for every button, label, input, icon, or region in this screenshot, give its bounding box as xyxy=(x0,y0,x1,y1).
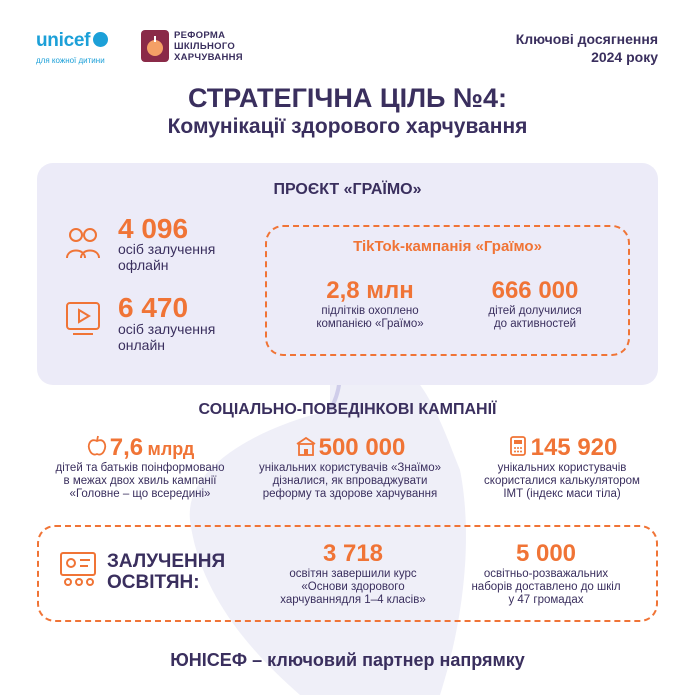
educators-kits-number: 5 000 xyxy=(515,540,577,567)
reforma-line-2: ШКІЛЬНОГО xyxy=(174,41,236,52)
tiktok-reach xyxy=(295,277,445,331)
teacher-board-icon xyxy=(58,550,100,592)
offline-number: 4 096 xyxy=(118,213,189,244)
online-number: 6 470 xyxy=(118,292,189,323)
campaign-1-unit: млрд xyxy=(147,439,195,459)
campaign-1-label-3: «Головне – що всередині» xyxy=(69,488,211,500)
achievements-line-1: Ключові досягнення xyxy=(515,31,658,47)
educators-kits xyxy=(456,540,636,607)
campaign-2-label-3: реформу та здорове харчування xyxy=(262,488,438,500)
campaign-2-number: 500 000 xyxy=(318,434,406,461)
campaign-1-label-2: в межах двох хвиль кампанії xyxy=(63,475,217,487)
tiktok-title: TikTok-кампанія «Граїмо» xyxy=(353,238,542,255)
campaign-1-number: 7,6 xyxy=(109,434,144,461)
online-label-1: осіб залучення xyxy=(118,321,216,337)
reforma-line-3: ХАРЧУВАННЯ xyxy=(174,52,243,63)
school-icon xyxy=(295,435,317,457)
tiktok-joined-number: 666 000 xyxy=(491,277,579,304)
tiktok-joined-label-2: до активностей xyxy=(493,318,577,330)
offline-label-1: осіб залучення xyxy=(118,241,216,257)
campaign-3-label-2: скористалися калькулятором xyxy=(484,475,640,487)
campaign-3-number: 145 920 xyxy=(530,434,618,461)
reforma-logo-text xyxy=(174,30,243,63)
educators-course-number: 3 718 xyxy=(322,540,384,567)
campaign-2-label-2: дізналися, як впроваджувати xyxy=(272,475,428,487)
page-title: СТРАТЕГІЧНА ЦІЛЬ №4: xyxy=(187,83,508,113)
online-label-2: онлайн xyxy=(118,337,166,353)
tiktok-reach-label-1: підлітків охоплено xyxy=(321,305,419,317)
achievements-label xyxy=(516,30,658,66)
educators-course-label-3: харчуваннядля 1–4 класів» xyxy=(280,594,426,606)
calculator-icon xyxy=(507,435,529,457)
people-icon xyxy=(63,222,103,262)
educators-kits-label-2: наборів доставлено до шкіл xyxy=(471,581,621,593)
campaign-3 xyxy=(462,434,662,501)
achievements-line-2: 2024 року xyxy=(591,49,658,65)
footer-partner: ЮНІСЕФ – ключовий партнер напрямку xyxy=(170,650,525,670)
campaign-2 xyxy=(245,434,455,501)
tiktok-reach-label-2: компанією «Граїмо» xyxy=(316,318,424,330)
educators-kits-label-3: у 47 громадах xyxy=(508,594,584,606)
tiktok-joined xyxy=(455,277,615,331)
online-label xyxy=(118,321,215,353)
campaign-2-label-1: унікальних користувачів «Знаїмо» xyxy=(259,462,441,474)
educators-title-2: ОСВІТЯН: xyxy=(107,572,200,593)
educators-title-1: ЗАЛУЧЕННЯ xyxy=(107,551,226,572)
educators-kits-label-1: освітньо-розважальних xyxy=(483,568,609,580)
offline-label-2: офлайн xyxy=(118,257,169,273)
campaign-3-label-3: ІМТ (індекс маси тіла) xyxy=(503,488,621,500)
educators-course xyxy=(258,540,448,607)
reforma-logo-mark xyxy=(141,30,169,62)
globe-icon xyxy=(93,32,108,47)
social-campaigns-title: СОЦІАЛЬНО-ПОВЕДІНКОВІ КАМПАНІЇ xyxy=(198,401,497,418)
campaign-1 xyxy=(40,434,240,501)
offline-label xyxy=(118,241,215,273)
educators-course-label-2: «Основи здорового xyxy=(301,581,405,593)
project-title: ПРОЄКТ «ГРАЇМО» xyxy=(273,181,422,198)
educators-course-label-1: освітян завершили курс xyxy=(289,568,417,580)
educators-title xyxy=(107,551,225,593)
tiktok-reach-number: 2,8 млн xyxy=(326,277,414,304)
campaign-3-label-1: унікальних користувачів xyxy=(497,462,627,474)
unicef-logo: unicef xyxy=(36,30,108,52)
video-screen-icon xyxy=(63,298,103,338)
tiktok-joined-label-1: дітей долучилися xyxy=(488,305,582,317)
unicef-tagline: для кожної дитини xyxy=(36,56,105,65)
page-subtitle: Комунікації здорового харчування xyxy=(167,115,528,138)
apple-icon xyxy=(86,435,108,457)
campaign-1-label-1: дітей та батьків поінформовано xyxy=(55,462,225,474)
apple-icon xyxy=(141,30,169,62)
reforma-line-1: РЕФОРМА xyxy=(174,30,226,41)
